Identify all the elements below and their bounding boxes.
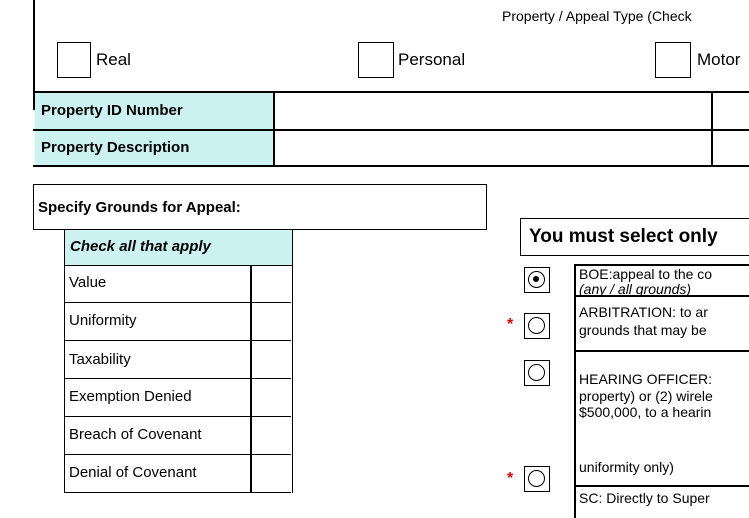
options-row-line-3 bbox=[574, 485, 749, 487]
motor-label: Motor bbox=[697, 50, 741, 69]
arbitration-radio-ring bbox=[528, 317, 545, 334]
ground-label-taxability: Taxability bbox=[69, 351, 131, 368]
options-left-border bbox=[574, 264, 576, 518]
property-description-label: Property Description bbox=[35, 131, 273, 165]
arbitration-radio[interactable] bbox=[524, 313, 550, 339]
property-table-right bbox=[711, 91, 713, 167]
real-label: Real bbox=[96, 50, 131, 69]
boe-option-line2: (any / all grounds) bbox=[579, 281, 692, 297]
ground-label-breach-of-covenant: Breach of Covenant bbox=[69, 426, 202, 443]
check-header bbox=[64, 229, 293, 266]
sc-radio-ring bbox=[528, 470, 545, 487]
grounds-title-box bbox=[33, 184, 487, 230]
sc-required-star: * bbox=[507, 470, 514, 487]
ground-label-denial-of-covenant: Denial of Covenant bbox=[69, 464, 197, 481]
check-header-label: Check all that apply bbox=[70, 238, 211, 255]
boe-radio-ring bbox=[528, 271, 545, 288]
property-id-field[interactable] bbox=[275, 93, 711, 129]
ground-checkbox-taxability[interactable] bbox=[252, 342, 290, 377]
property-description-field[interactable] bbox=[275, 131, 711, 165]
hearing-officer-option-line3: $500,000, to a hearin bbox=[579, 404, 712, 420]
hearing-officer-radio[interactable] bbox=[524, 360, 550, 386]
personal-label: Personal bbox=[398, 50, 466, 69]
hearing-officer-option-line1: HEARING OFFICER: bbox=[579, 371, 713, 387]
ground-checkbox-breach-of-covenant[interactable] bbox=[252, 418, 290, 453]
boe-radio[interactable] bbox=[524, 267, 550, 293]
appeal-method-title: You must select only bbox=[529, 226, 718, 247]
arbitration-required-star: * bbox=[507, 316, 514, 333]
hearing-officer-radio-ring bbox=[528, 364, 545, 381]
ground-label-uniformity: Uniformity bbox=[69, 312, 137, 329]
sc-radio[interactable] bbox=[524, 466, 550, 492]
property-table-divider bbox=[273, 91, 275, 167]
boe-radio-dot bbox=[533, 276, 539, 282]
arbitration-option-line1: ARBITRATION: to ar bbox=[579, 304, 708, 320]
sc-option-line1: SC: Directly to Super bbox=[579, 490, 710, 506]
personal-checkbox[interactable] bbox=[358, 42, 394, 78]
property-id-label: Property ID Number bbox=[35, 93, 273, 129]
hearing-officer-option-line4: uniformity only) bbox=[579, 459, 674, 475]
property-table-bottom bbox=[33, 165, 749, 167]
grounds-title: Specify Grounds for Appeal: bbox=[38, 199, 241, 216]
boe-option-line1: BOE:appeal to the co bbox=[579, 266, 713, 282]
ground-checkbox-uniformity[interactable] bbox=[252, 304, 290, 339]
ground-checkbox-exemption-denied[interactable] bbox=[252, 380, 290, 415]
property-type-header: Property / Appeal Type (Check bbox=[502, 8, 692, 24]
options-row-line-2 bbox=[574, 350, 749, 352]
real-checkbox[interactable] bbox=[57, 42, 91, 78]
motor-checkbox[interactable] bbox=[655, 42, 691, 78]
appeal-method-title-box bbox=[520, 218, 749, 256]
ground-label-value: Value bbox=[69, 274, 107, 291]
ground-checkbox-value[interactable] bbox=[252, 266, 290, 301]
ground-checkbox-denial-of-covenant[interactable] bbox=[252, 456, 290, 491]
ground-label-exemption-denied: Exemption Denied bbox=[69, 388, 192, 405]
hearing-officer-option-line2: property) or (2) wirele bbox=[579, 388, 713, 404]
arbitration-option-line2: grounds that may be bbox=[579, 322, 707, 338]
